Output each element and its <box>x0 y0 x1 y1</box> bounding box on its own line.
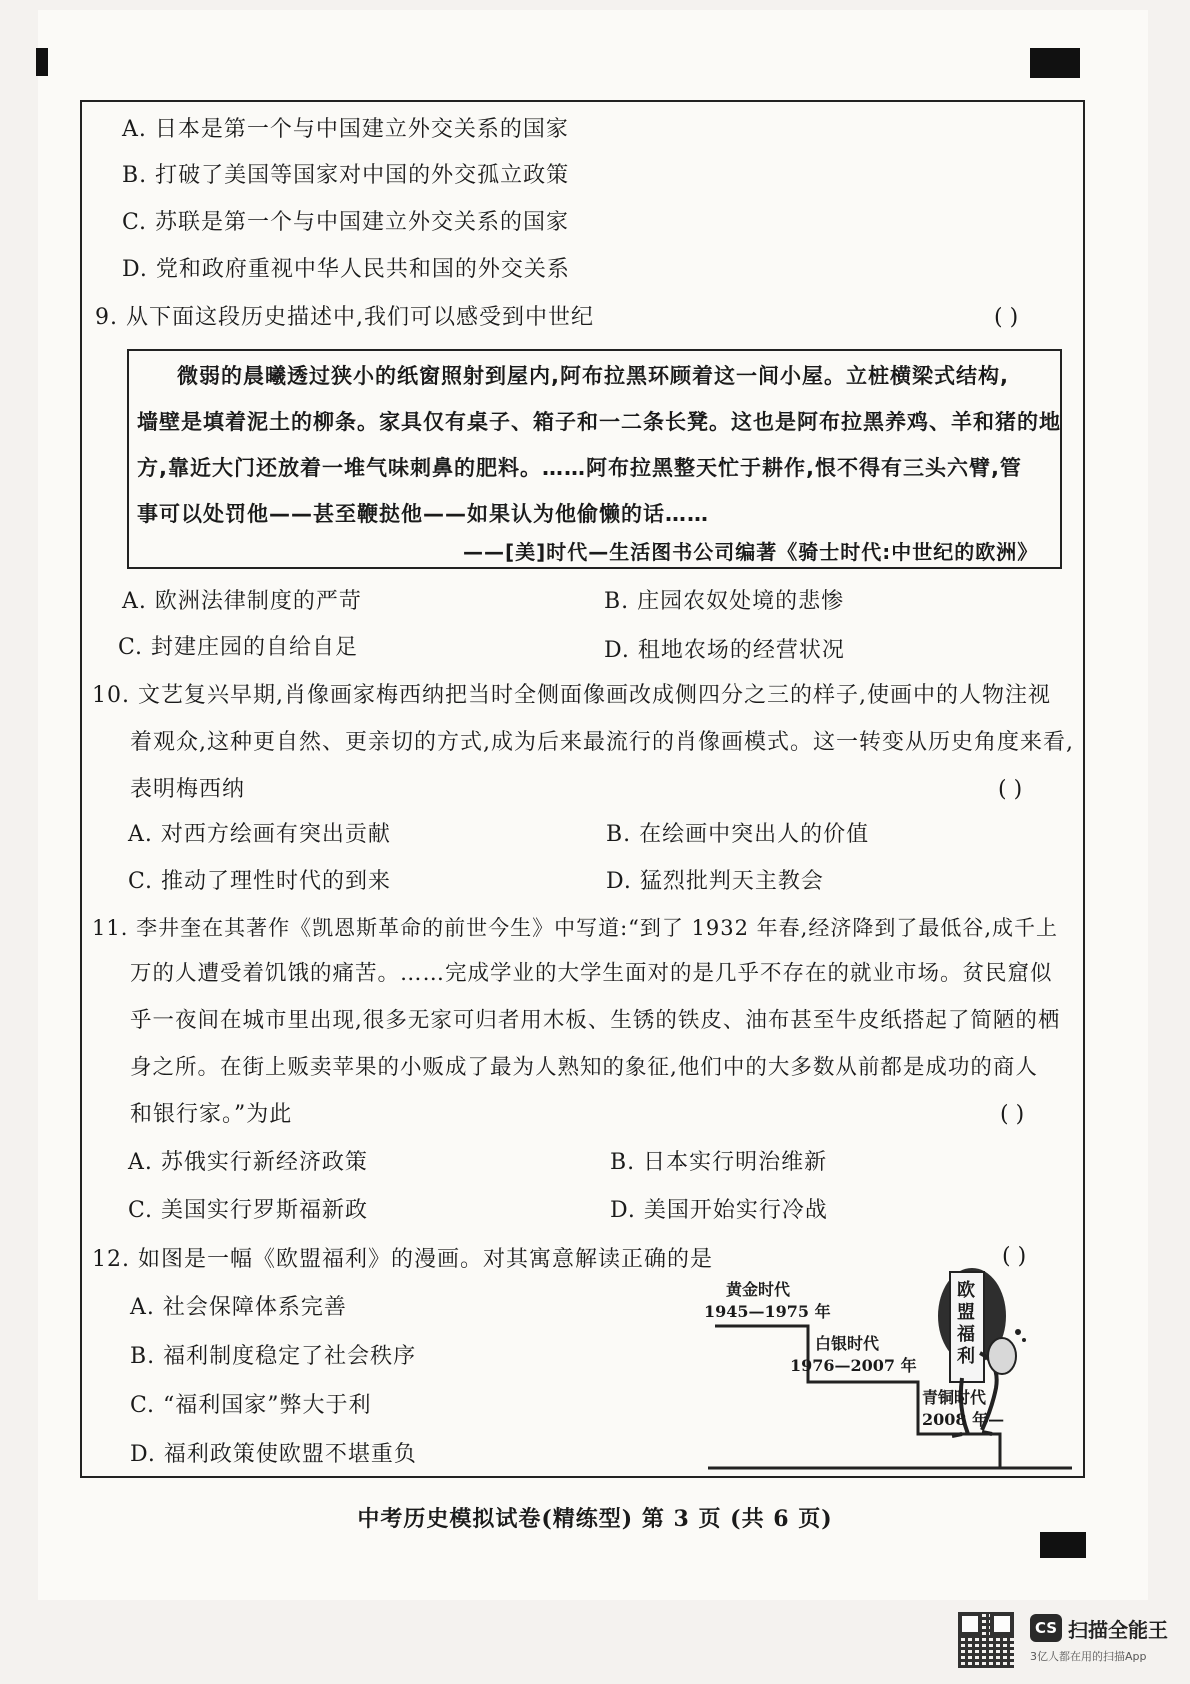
q11-stem-line-3: 乎一夜间在城市里出现,很多无家可归者用木板、生锈的铁皮、油布甚至牛皮纸搭起了简陋的栖 <box>130 1008 1061 1033</box>
q12-option-b: B. 福利制度稳定了社会秩序 <box>130 1344 417 1369</box>
q12-stem: 12. 如图是一幅《欧盟福利》的漫画。对其寓意解读正确的是 <box>92 1247 713 1272</box>
q10-stem-line-3: 表明梅西纳 <box>130 777 246 802</box>
q8-option-c: C. 苏联是第一个与中国建立外交关系的国家 <box>122 210 570 235</box>
eu-welfare-cartoon <box>700 1258 1080 1478</box>
q11-stem-line-4: 身之所。在街上贩卖苹果的小贩成了最为人熟知的象征,他们中的大多数从前都是成功的商人 <box>130 1055 1038 1080</box>
scanner-logo: CS <box>1030 1614 1062 1642</box>
q9-option-d: D. 租地农场的经营状况 <box>604 638 845 663</box>
q12-option-d: D. 福利政策使欧盟不堪重负 <box>130 1442 417 1467</box>
scanner-brand-name: 扫描全能王 <box>1068 1618 1168 1642</box>
q12-answer-paren: ( ) <box>1002 1244 1027 1269</box>
registration-mark-bottom-right <box>1040 1532 1086 1558</box>
q12-option-a: A. 社会保障体系完善 <box>130 1295 347 1320</box>
q11-option-a: A. 苏俄实行新经济政策 <box>128 1150 368 1175</box>
q9-option-b: B. 庄园农奴处境的悲惨 <box>604 589 845 614</box>
q11-stem-line-5: 和银行家。”为此 <box>130 1102 293 1127</box>
scanner-brand-tagline: 3亿人都在用的扫描App <box>1030 1650 1147 1663</box>
q12-option-c: C. “福利国家”弊大于利 <box>130 1393 372 1418</box>
q11-stem-line-2: 万的人遭受着饥饿的痛苦。……完成学业的大学生面对的是几乎不存在的就业市场。贫民窟似 <box>130 961 1053 986</box>
cartoon-sign-text: 欧盟福利 <box>957 1280 975 1367</box>
qr-code-icon <box>958 1612 1014 1668</box>
q9-quote-line-3: 方,靠近大门还放着一堆气味刺鼻的肥料。……阿布拉黑整天忙于耕作,恨不得有三头六臂,管 <box>137 456 1022 480</box>
q10-stem-line-1: 10. 文艺复兴早期,肖像画家梅西纳把当时全侧面像画改成侧四分之三的样子,使画中的人物注视 <box>92 683 1051 708</box>
q11-option-b: B. 日本实行明治维新 <box>610 1150 828 1175</box>
q8-option-d: D. 党和政府重视中华人民共和国的外交关系 <box>122 257 570 282</box>
q9-option-a: A. 欧洲法律制度的严苛 <box>122 589 362 614</box>
q10-option-a: A. 对西方绘画有突出贡献 <box>128 822 391 847</box>
q9-answer-paren: ( ) <box>994 305 1019 330</box>
q9-quote-line-4: 事可以处罚他——甚至鞭挞他——如果认为他偷懒的话…… <box>137 502 709 526</box>
q9-quote-box <box>127 349 1062 569</box>
step-bronze-label: 青铜时代 <box>922 1388 987 1407</box>
step-golden-label: 黄金时代 <box>726 1280 791 1299</box>
q10-stem-line-2: 着观众,这种更自然、更亲切的方式,成为后来最流行的肖像画模式。这一转变从历史角度来看, <box>130 730 1074 755</box>
step-golden-years: 1945—1975 年 <box>704 1302 831 1321</box>
q10-option-d: D. 猛烈批判天主教会 <box>606 869 824 894</box>
q11-answer-paren: ( ) <box>1000 1102 1025 1127</box>
page-footer: 中考历史模拟试卷(精练型) 第 3 页 (共 6 页) <box>357 1506 833 1532</box>
q10-answer-paren: ( ) <box>998 777 1023 802</box>
q11-option-c: C. 美国实行罗斯福新政 <box>128 1198 369 1223</box>
registration-mark-top-left <box>36 48 48 76</box>
q8-option-a: A. 日本是第一个与中国建立外交关系的国家 <box>122 117 569 142</box>
q11-stem-line-1: 11. 李井奎在其著作《凯恩斯革命的前世今生》中写道:“到了 1932 年春,经济降到了最低谷,成千上 <box>92 916 1059 940</box>
q11-option-d: D. 美国开始实行冷战 <box>610 1198 828 1223</box>
q8-option-b: B. 打破了美国等国家对中国的外交孤立政策 <box>122 163 570 188</box>
q10-option-b: B. 在绘画中突出人的价值 <box>606 822 870 847</box>
q9-option-c: C. 封建庄园的自给自足 <box>118 635 359 660</box>
step-silver-years: 1976—2007 年 <box>790 1356 917 1375</box>
q10-option-c: C. 推动了理性时代的到来 <box>128 869 392 894</box>
q9-quote-line-1: 微弱的晨曦透过狭小的纸窗照射到屋内,阿布拉黑环顾着这一间小屋。立桩横梁式结构, <box>177 364 1009 388</box>
q9-quote-line-2: 墙壁是填着泥土的柳条。家具仅有桌子、箱子和一二条长凳。这也是阿布拉黑养鸡、羊和猪的地 <box>137 410 1061 434</box>
q9-quote-source: ——[美]时代—生活图书公司编著《骑士时代:中世纪的欧洲》 <box>463 540 1039 564</box>
step-silver-label: 白银时代 <box>815 1334 880 1353</box>
registration-mark-top-right <box>1030 48 1080 78</box>
q9-stem: 9. 从下面这段历史描述中,我们可以感受到中世纪 <box>95 305 594 330</box>
step-bronze-years: 2008 年— <box>922 1410 1005 1429</box>
